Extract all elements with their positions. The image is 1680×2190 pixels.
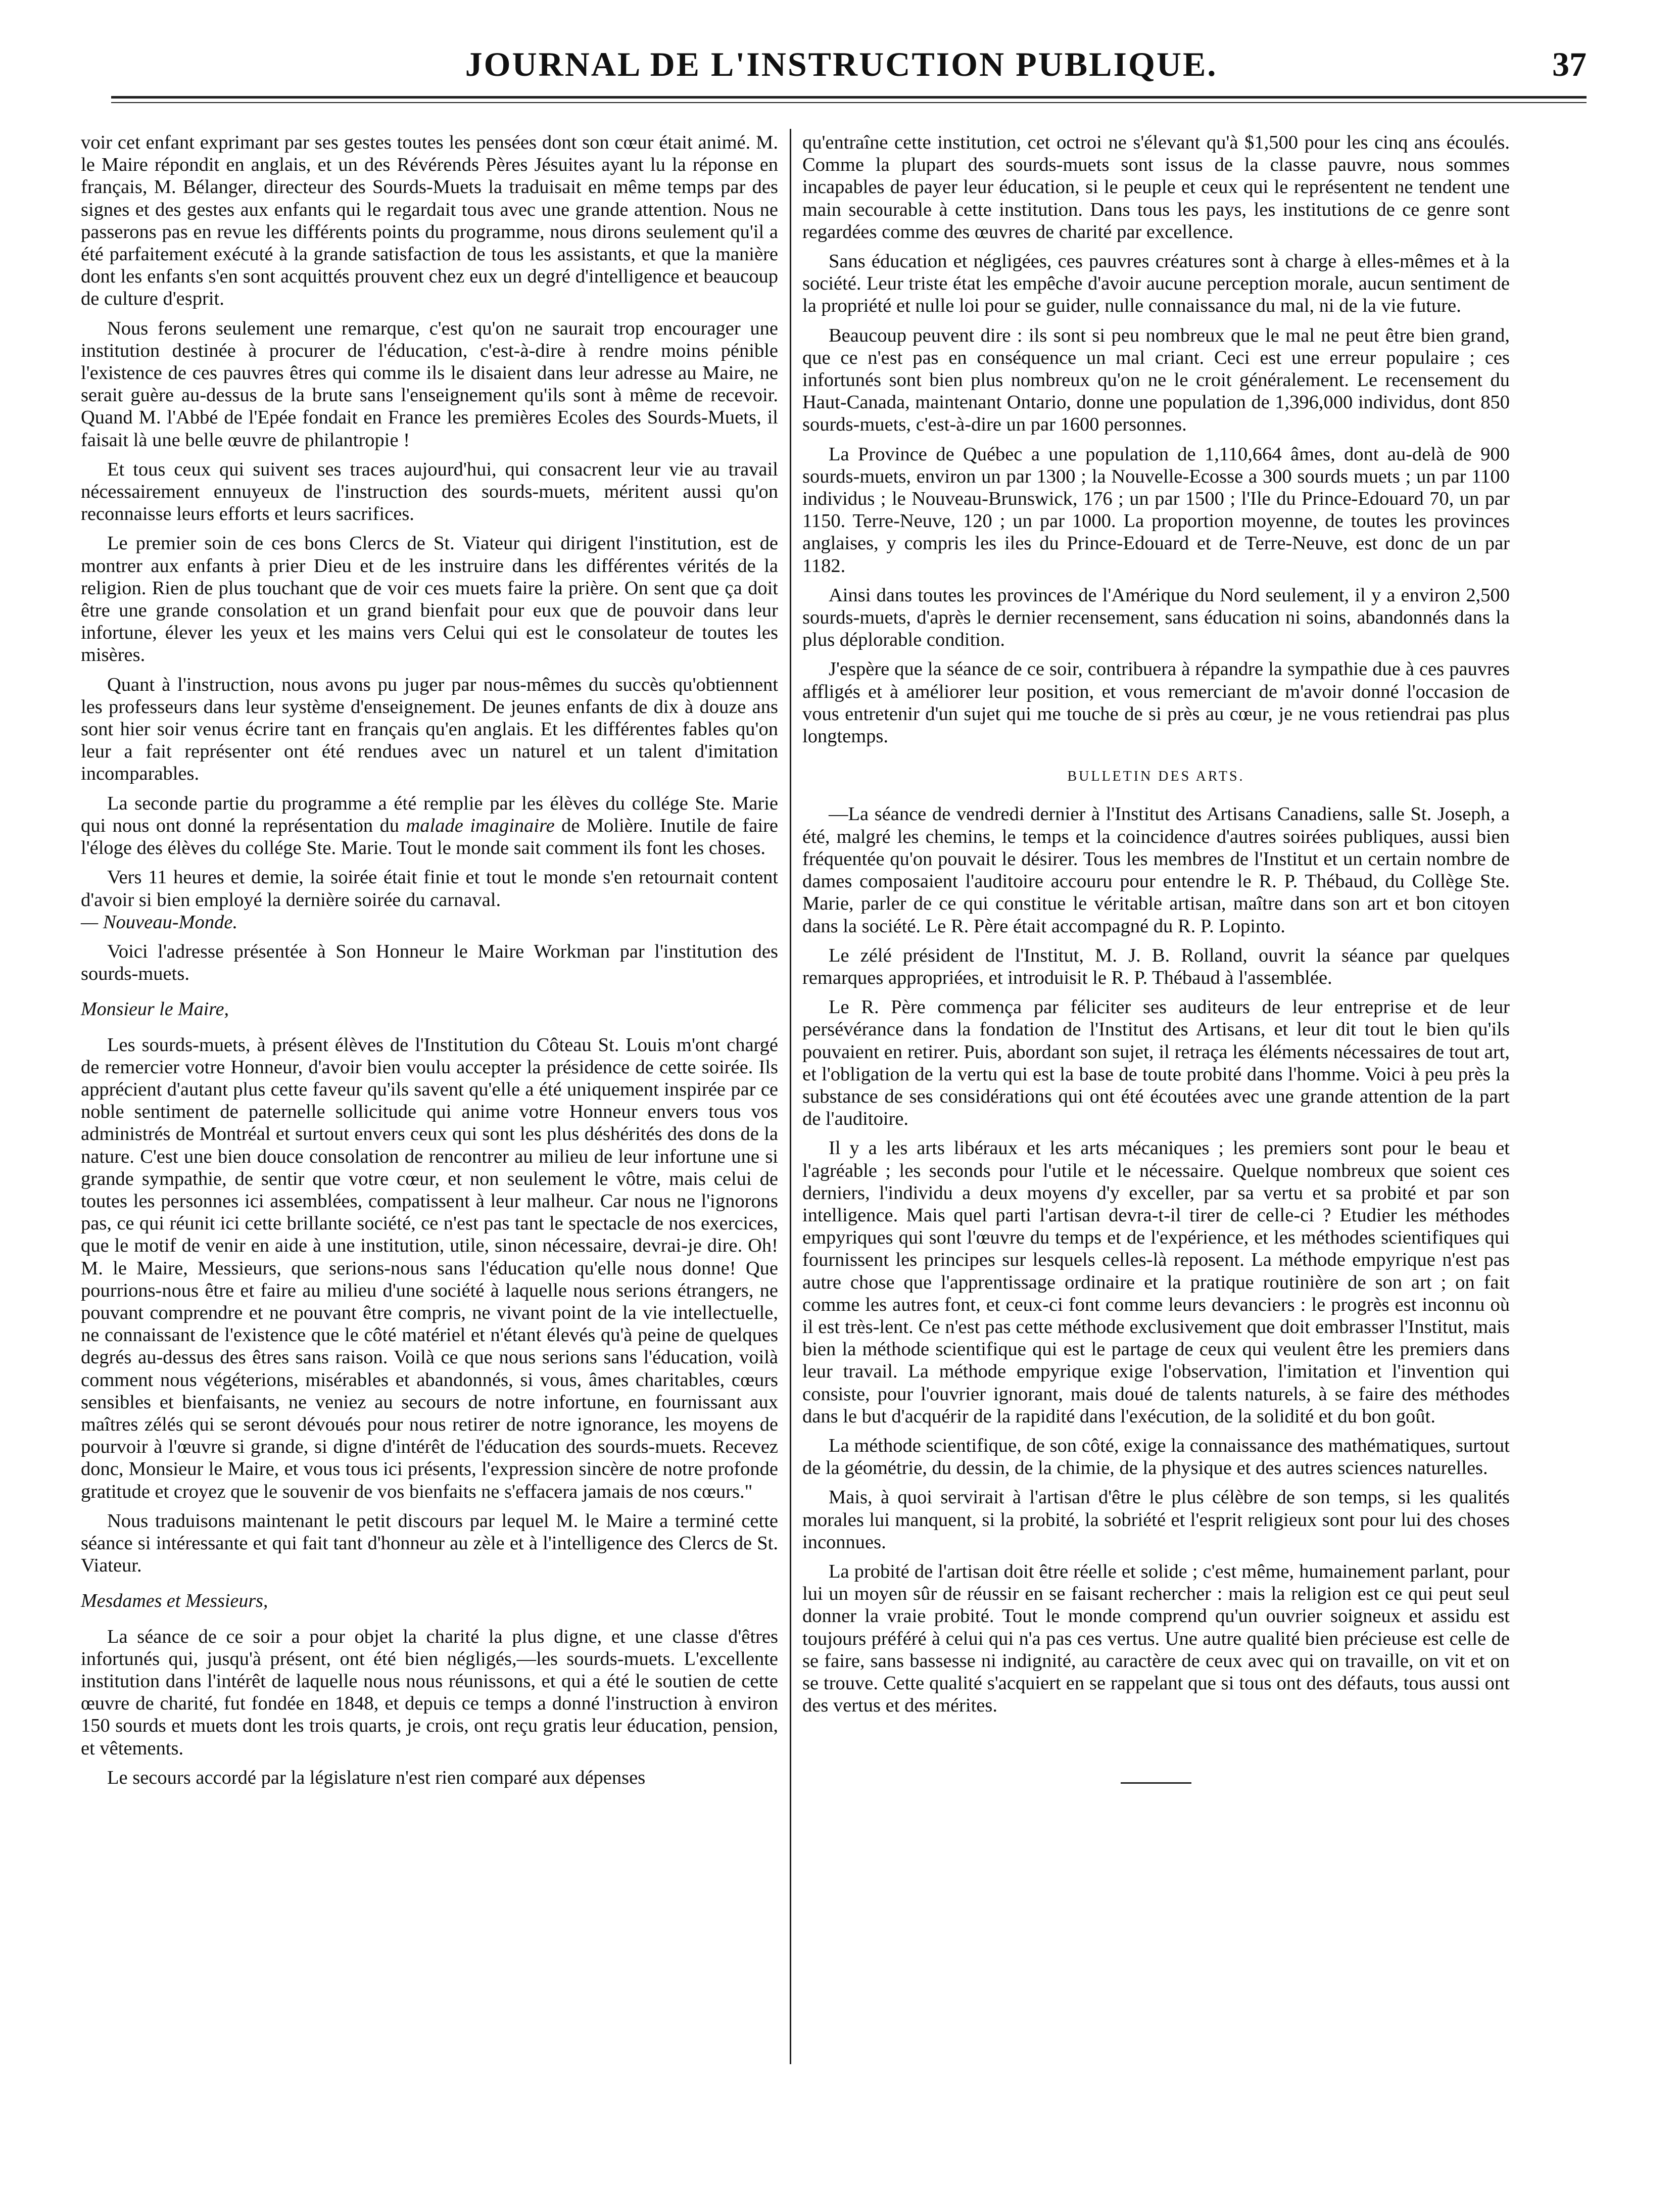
paragraph: Le R. Père commença par féliciter ses auditeurs de leur entreprise et de leur persévérance dans la fondation de l'Institut des Artisans, et leur dit tout le bien qu'ils pouvaient en retirer. Puis, abordant son sujet, il retraça les éléments nécessaires de tout art, et l'obligation de la vertu qui est la base de toute probité dans l'homme. Voici à peu près la substance de ses considérations qui ont été écoutées avec une grande attention de la part de l'auditoire. <box>802 996 1510 1130</box>
paragraph: La méthode scientifique, de son côté, exige la connaissance des mathématiques, surtout de la géométrie, du dessin, de la chimie, de la physique et des autres sciences naturelles. <box>802 1435 1510 1479</box>
paragraph: Les sourds-muets, à présent élèves de l'Institution du Côteau St. Louis m'ont chargé de remercier votre Honneur, d'avoir bien voulu accepter la présidence de cette soirée. Ils apprécient d'autant plus cette faveur qu'ils savent qu'elle a été uniquement inspirée par ce noble sentiment de paternelle sollicitude qui anime votre Honneur envers tous vos administrés de Montréal et surtout envers ceux qui sont les plus déshérités des dons de la nature. C'est une bien douce consolation de rencontrer au milieu de leur infortune une si grande sympathie, de sentir que votre cœur, et non seulement le vôtre, mais celui de toutes les personnes ici assemblées, compatissent à leur malheur. Car nous ne l'ignorons pas, ce qui réunit ici cette brillante société, ce n'est pas tant le spectacle de nos exercices, que le motif de venir en aide à une institution, utile, sinon nécessaire, devrai-je dire. Oh! M. le Maire, Messieurs, que serions-nous sans l'éducation qu'elle nous donne! Que pourrions-nous être et faire au milieu d'une société à laquelle nous serions étrangers, ne pouvant comprendre et ne pouvant être compris, ne vivant point de la vie intellectuelle, ne connaissant de l'existence que le côté matériel et n'étant élevés qu'à peine de quelques degrés au-dessus des êtres sans raison. Voilà ce que nous serions sans l'éducation, voilà comment nous végéterions, misérables et abandonnés, si vous, âmes charitables, cœurs sensibles et bienfaisants, ne veniez au secours de notre infortune, en fournissant aux maîtres zélés qui se seront dévoués pour nous retirer de notre ignorance, les moyens de pourvoir à l'œuvre si grande, si digne d'intérêt de l'éducation des sourds-muets. Recevez donc, Monsieur le Maire, et vous tous ici présents, l'expression sincère de notre profonde gratitude et croyez que le souvenir de vos bienfaits ne s'effacera jamais de nos cœurs." <box>81 1034 778 1502</box>
header-rule-thin <box>111 102 1587 103</box>
paragraph <box>81 792 778 860</box>
paragraph: J'espère que la séance de ce soir, contribuera à répandre la sympathie due à ces pauvres affligés et à améliorer leur position, et vous remerciant de m'avoir donné l'occasion de vous entretenir d'un sujet qui me touche de si près au cœur, je ne vous retiendrai pas plus longtemps. <box>802 658 1510 747</box>
paragraph: Il y a les arts libéraux et les arts mécaniques ; les premiers sont pour le beau et l'agréable ; les seconds pour l'utile et le nécessaire. Quelque nombreux que soient ces derniers, l'individu a deux moyens d'y exceller, par sa vertu et sa probité et par son intelligence. Mais quel parti l'artisan devra-t-il tirer de celle-ci ? Etudier les méthodes empyriques qui sont l'œuvre du temps et de l'expérience, et les méthodes scientifiques qui fournissent les principes sur lesquels celles-là reposent. La méthode empyrique n'est pas autre chose que l'apprentissage ordinaire et la pratique routinière de son art ; on fait comme les autres font, et ceux-ci font comme leurs devanciers : le progrès est inconnu où il est très-lent. Ce n'est pas cette méthode exclusivement que doit embrasser l'Institut, mais bien la méthode scientifique qui est le partage de ceux qui veulent être les premiers dans leur travail. La méthode empyrique exige l'observation, l'imitation et l'invention qui consiste, pour l'ouvrier ignorant, mais doué de talents naturels, à se faire des méthodes dans le but d'acquérir de la rapidité dans l'exécution, de la solidité et du bon goût. <box>802 1137 1510 1427</box>
paragraph: La séance de ce soir a pour objet la charité la plus digne, et une classe d'êtres infortunés qui, jusqu'à présent, ont été bien négligés,—les sourds-muets. L'excellente institution dans l'intérêt de laquelle nous nous réunissons, et qui a été le soutien de cette œuvre de charité, fut fondée en 1848, et depuis ce temps a donné l'instruction à environ 150 sourds et muets dont les trois quarts, je crois, ont reçu gratis leur éducation, pension, et vêtements. <box>81 1626 778 1759</box>
right-column <box>802 131 1510 1784</box>
source-attribution: — Nouveau-Monde. <box>81 911 238 933</box>
paragraph: Ainsi dans toutes les provinces de l'Amérique du Nord seulement, il y a environ 2,500 sourds-muets, d'après le dernier recensement, sans éducation ni soins, abandonnés dans la plus déplorable condition. <box>802 584 1510 651</box>
paragraph: voir cet enfant exprimant par ses gestes toutes les pensées dont son cœur était animé. M. le Maire répondit en anglais, et un des Révérends Pères Jésuites ayant lu la réponse en français, M. Bélanger, directeur des Sourds-Muets la traduisait en même temps par des signes et des gestes aux enfants qui le regardait tous avec une grande attention. Nous ne passerons pas en revue les différents points du programme, nous dirons seulement qu'il a été parfaitement exécuté à la grande satisfaction de tous les assistants, et que la manière dont les enfants s'en sont acquittés prouvent chez eux un degré d'intelligence et beaucoup de culture d'esprit. <box>81 132 778 310</box>
section-heading: BULLETIN DES ARTS. <box>1067 769 1245 785</box>
paragraph: Nous ferons seulement une remarque, c'est qu'on ne saurait trop encourager une institution destinée à procurer de l'éducation, c'est-à-dire à rendre moins pénible l'existence de ces pauvres êtres qui comme ils le disaient dans leur adresse au Maire, ne serait guère au-dessus de la brute sans l'enseignement qu'ils sont à même de recevoir. Quand M. l'Abbé de l'Epée fondait en France les premières Ecoles des Sourds-Muets, il faisait là une belle œuvre de philantropie ! <box>81 317 778 451</box>
play-title: malade imaginaire <box>406 815 555 836</box>
paragraph: Sans éducation et négligées, ces pauvres créatures sont à charge à elles-mêmes et à la société. Leur triste état les empêche d'avoir aucune perception morale, aucun sentiment de la propriété et nulle loi pour se guider, nulle connaissance du mal, ni de la vie future. <box>802 251 1510 317</box>
paragraph: Le zélé président de l'Institut, M. J. B. Rolland, ouvrit la séance par quelques remarques appropriées, et introduisit le R. P. Thébaud à l'assemblée. <box>802 944 1510 988</box>
paragraph: Voici l'adresse présentée à Son Honneur le Maire Workman par l'institution des sourds-muets. <box>81 940 778 985</box>
salutation: Monsieur le Maire, <box>81 998 229 1020</box>
paragraph: Le premier soin de ces bons Clercs de St. Viateur qui dirigent l'institution, est de montrer aux enfants à prier Dieu et de les instruire dans les différentes vérités de la religion. Rien de plus touchant que de voir ces muets faire la prière. On sent que ça doit être une grande consolation et un grand bienfait pour eux que de pouvoir dans leur infortune, élever les yeux et les mains vers Celui qui est le consolateur de toutes les misères. <box>81 533 778 666</box>
salutation: Mesdames et Messieurs, <box>81 1590 268 1612</box>
page-number: 37 <box>1552 45 1587 83</box>
paragraph: Quant à l'instruction, nous avons pu juger par nous-mêmes du succès qu'obtiennent les professeurs dans leur système d'enseignement. De jeunes enfants de dix à douze ans sont hier soir venus écrire tant en français qu'en anglais. Et les différentes fables qu'on leur a fait représenter ont été rendues avec un naturel et un talent d'imitation incomparables. <box>81 674 778 785</box>
page-header <box>96 36 1587 92</box>
paragraph: Le secours accordé par la législature n'est rien comparé aux dépenses <box>107 1767 646 1788</box>
paragraph: Beaucoup peuvent dire : ils sont si peu nombreux que le mal ne peut être bien grand, que ce n'est pas en conséquence un mal criant. Ceci est une erreur populaire ; ces infortunés sont bien plus nombreux qu'on ne le croit généralement. Le recensement du Haut-Canada, maintenant Ontario, donne une population de 1,396,000 individus, dont 850 sourds-muets, c'est-à-dire un par 1600 personnes. <box>802 324 1510 436</box>
text-run: de Molière. Inutile de faire l'éloge des élèves du collége Ste. Marie. Tout le monde sait comment ils font les choses. <box>81 815 778 859</box>
text-run: Vers 11 heures et demie, la soirée était finie et tout le monde s'en retournait content d'avoir si bien employé la dernière soirée du carnaval. <box>81 867 778 911</box>
paragraph: Et tous ceux qui suivent ses traces aujourd'hui, qui consacrent leur vie au travail nécessairement ennuyeux de l'instruction des sourds-muets, méritent aussi qu'on reconnaisse leurs efforts et leurs sacrifices. <box>81 458 778 525</box>
left-column <box>81 131 778 1796</box>
journal-title: JOURNAL DE L'INSTRUCTION PUBLIQUE. <box>465 45 1218 83</box>
paragraph <box>81 866 778 933</box>
paragraph: Mais, à quoi servirait à l'artisan d'être le plus célèbre de son temps, si les qualités morales lui manquent, si la probité, la sobriété et l'esprit religieux sont pour lui des choses inconnues. <box>802 1487 1510 1553</box>
header-rule <box>111 96 1587 99</box>
paragraph: La Province de Québec a une population de 1,110,664 âmes, dont au-delà de 900 sourds-muets, environ un par 1300 ; la Nouvelle-Ecosse a 300 sourds muets ; un par 1100 individus ; le Nouveau-Brunswick, 176 ; un par 1500 ; l'Ile du Prince-Edouard 70, un par 1150. Terre-Neuve, 120 ; un par 1000. La proportion moyenne, de toutes les provinces anglaises, y compris les iles du Prince-Edouard et de Terre-Neuve, est donc de un par 1182. <box>802 443 1510 577</box>
paragraph: —La séance de vendredi dernier à l'Institut des Artisans Canadiens, salle St. Joseph, a été, malgré les chemins, le temps et la coincidence d'autres soirées publiques, aussi bien fréquentée qu'on pouvait le désirer. Tous les membres de l'Institut et un certain nombre de dames composaient l'auditoire accouru pour entendre le R. P. Thébaud, du Collège Ste. Marie, parler de ce qui constitue le véritable artisan, maître dans son art et bon citoyen dans la société. Le R. Père était accompagné du R. P. Lopinto. <box>802 803 1510 937</box>
paragraph: La probité de l'artisan doit être réelle et solide ; c'est même, humainement parlant, pour lui un moyen sûr de réussir en se faisant rechercher : mais la religion est ce qui peut seul donner la vraie probité. Tout le monde comprend qu'un ouvrier soigneux et assidu est toujours préféré à celui qui n'a pas ces vertus. Une autre qualité bien précieuse est celle de se faire, sans bassesse ni indignité, au caractère de ceux avec qui on travaille, on vit et on se trouve. Cette qualité s'acquiert en se rappelant que si tous ont des défauts, tous aussi ont des vertus et des mérites. <box>802 1560 1510 1717</box>
end-rule <box>1121 1782 1191 1784</box>
column-divider <box>790 129 791 2064</box>
paragraph: Nous traduisons maintenant le petit discours par lequel M. le Maire a terminé cette séance si intéressante et qui fait tant d'honneur au zèle et à l'intelligence des Clercs de St. Viateur. <box>81 1510 778 1577</box>
text-run: La seconde partie du programme a été remplie par les élèves du collége Ste. Marie qui nous ont donné la représentation du <box>81 792 778 836</box>
paragraph: qu'entraîne cette institution, cet octroi ne s'élevant qu'à $1,500 pour les cinq ans écoulés. Comme la plupart des sourds-muets sont issus de la classe pauvre, nous sommes incapables de payer leur éducation, si le peuple et ceux qui le représentent ne tendent une main secourable à cette institution. Dans tous les pays, les institutions de ce genre sont regardées comme des œuvres de charité par excellence. <box>802 132 1510 243</box>
